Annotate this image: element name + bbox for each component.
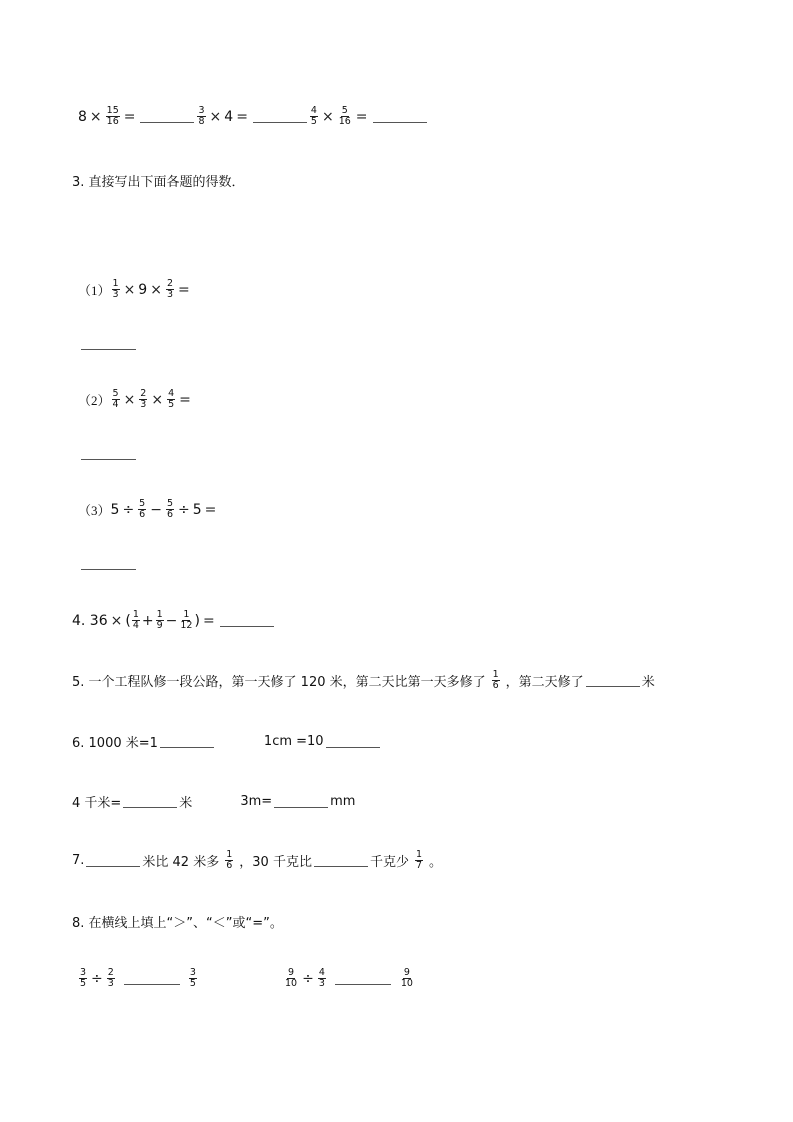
divide-sign: ÷ bbox=[178, 501, 190, 518]
fraction: $\frac{4}{5}$ bbox=[168, 388, 175, 410]
fraction: $\frac{15}{16}$ bbox=[106, 105, 119, 127]
number: 5 bbox=[110, 501, 120, 518]
answer-blank-1[interactable] bbox=[81, 340, 136, 350]
fraction: $\frac{1}{7}$ bbox=[415, 849, 423, 871]
times-sign: × bbox=[150, 281, 162, 298]
equals-sign: = bbox=[204, 501, 217, 518]
equals-sign: = bbox=[179, 391, 191, 408]
fraction: $\frac{5}{6}$ bbox=[166, 498, 173, 520]
fraction: $\frac{2}{3}$ bbox=[107, 967, 114, 989]
fraction: $\frac{5}{4}$ bbox=[112, 388, 119, 410]
q2-row bbox=[78, 106, 429, 127]
times-sign: × bbox=[209, 108, 222, 125]
fraction: $\frac{5}{6}$ bbox=[139, 498, 146, 520]
equals-sign: = bbox=[236, 108, 248, 125]
fraction: $\frac{3}{5}$ bbox=[189, 967, 196, 989]
part-label: （1） bbox=[78, 283, 111, 298]
minus-sign: − bbox=[150, 501, 162, 518]
fraction: $\frac{1}{6}$ bbox=[226, 849, 233, 871]
equals-sign: = bbox=[123, 108, 136, 125]
plus-sign: + bbox=[141, 612, 154, 629]
answer-blank[interactable] bbox=[220, 614, 274, 627]
q3-part-3 bbox=[78, 499, 219, 520]
fraction: $\frac{1}{4}$ bbox=[132, 609, 139, 631]
fraction: $\frac{1}{12}$ bbox=[180, 609, 193, 631]
paren: ) bbox=[194, 612, 200, 629]
part-label: （3） bbox=[78, 503, 111, 518]
q3-part-2 bbox=[78, 389, 194, 410]
fraction: $\frac{3}{8}$ bbox=[198, 105, 205, 127]
answer-blank[interactable] bbox=[586, 674, 640, 687]
fraction: $\frac{4}{5}$ bbox=[310, 105, 317, 127]
fraction: $\frac{2}{3}$ bbox=[166, 278, 173, 300]
q4 bbox=[72, 610, 276, 631]
fraction: $\frac{3}{5}$ bbox=[80, 967, 87, 989]
fraction: $\frac{9}{10}$ bbox=[400, 967, 413, 989]
answer-blank[interactable] bbox=[160, 735, 214, 748]
q8-compare-right bbox=[283, 968, 415, 989]
fraction: $\frac{9}{10}$ bbox=[285, 967, 298, 989]
answer-blank[interactable] bbox=[140, 110, 194, 123]
fraction: $\frac{1}{6}$ bbox=[492, 669, 499, 691]
answer-blank[interactable] bbox=[373, 110, 427, 123]
divide-sign: ÷ bbox=[122, 501, 135, 518]
answer-blank[interactable] bbox=[253, 110, 307, 123]
fraction: $\frac{2}{3}$ bbox=[140, 388, 147, 410]
equals-sign: = bbox=[178, 281, 190, 298]
compare-blank[interactable] bbox=[124, 972, 180, 985]
number: 5 bbox=[192, 501, 202, 518]
fraction: $\frac{5}{16}$ bbox=[338, 105, 351, 127]
answer-blank-3[interactable] bbox=[81, 560, 136, 570]
equals-sign: = bbox=[202, 612, 215, 629]
q5: 5. 一个工程队修一段公路，第一天修了 120 米，第二天比第一天多修了 $\frac{1}{6}$ ，第二天修了 米 bbox=[72, 669, 655, 691]
times-sign: × bbox=[123, 281, 136, 298]
q3-title: 3. 直接写出下面各题的得数． bbox=[72, 175, 245, 190]
number: 8 bbox=[78, 108, 87, 125]
paren: ( bbox=[125, 612, 131, 629]
times-sign: × bbox=[110, 612, 123, 629]
fraction: $\frac{1}{9}$ bbox=[156, 609, 163, 631]
equals-sign: = bbox=[355, 108, 368, 125]
answer-blank[interactable] bbox=[123, 795, 177, 808]
answer-blank[interactable] bbox=[314, 854, 368, 867]
divide-sign: ÷ bbox=[91, 970, 103, 987]
times-sign: × bbox=[123, 391, 136, 408]
fraction: $\frac{1}{3}$ bbox=[112, 278, 119, 300]
times-sign: × bbox=[151, 391, 164, 408]
minus-sign: − bbox=[165, 612, 178, 629]
q8-title: 8. 在横线上填上“＞”、“＜”或“=”。 bbox=[72, 916, 283, 931]
q6-line-1: 6. 1000 米=1 1cm =10 bbox=[72, 732, 382, 751]
q7: 7. 米比 42 米多 $\frac{1}{6}$ ，30 千克比 千克少 $\frac{1}{7}$ 。 bbox=[72, 849, 443, 871]
q8-compare-left bbox=[78, 968, 198, 989]
times-sign: × bbox=[89, 108, 102, 125]
divide-sign: ÷ bbox=[302, 970, 314, 987]
answer-blank[interactable] bbox=[274, 795, 328, 808]
q3-part-1 bbox=[78, 279, 193, 300]
number: 9 bbox=[138, 281, 148, 298]
answer-blank[interactable] bbox=[326, 735, 380, 748]
q6-line-2: 4 千米= 米 3m= mm bbox=[72, 794, 356, 811]
times-sign: × bbox=[321, 108, 334, 125]
number: 4 bbox=[224, 108, 234, 125]
q4-prefix: 4. 36 bbox=[72, 612, 108, 629]
answer-blank-2[interactable] bbox=[81, 450, 136, 460]
compare-blank[interactable] bbox=[335, 972, 391, 985]
answer-blank[interactable] bbox=[86, 854, 140, 867]
fraction: $\frac{4}{3}$ bbox=[318, 967, 325, 989]
part-label: （2） bbox=[78, 393, 111, 408]
